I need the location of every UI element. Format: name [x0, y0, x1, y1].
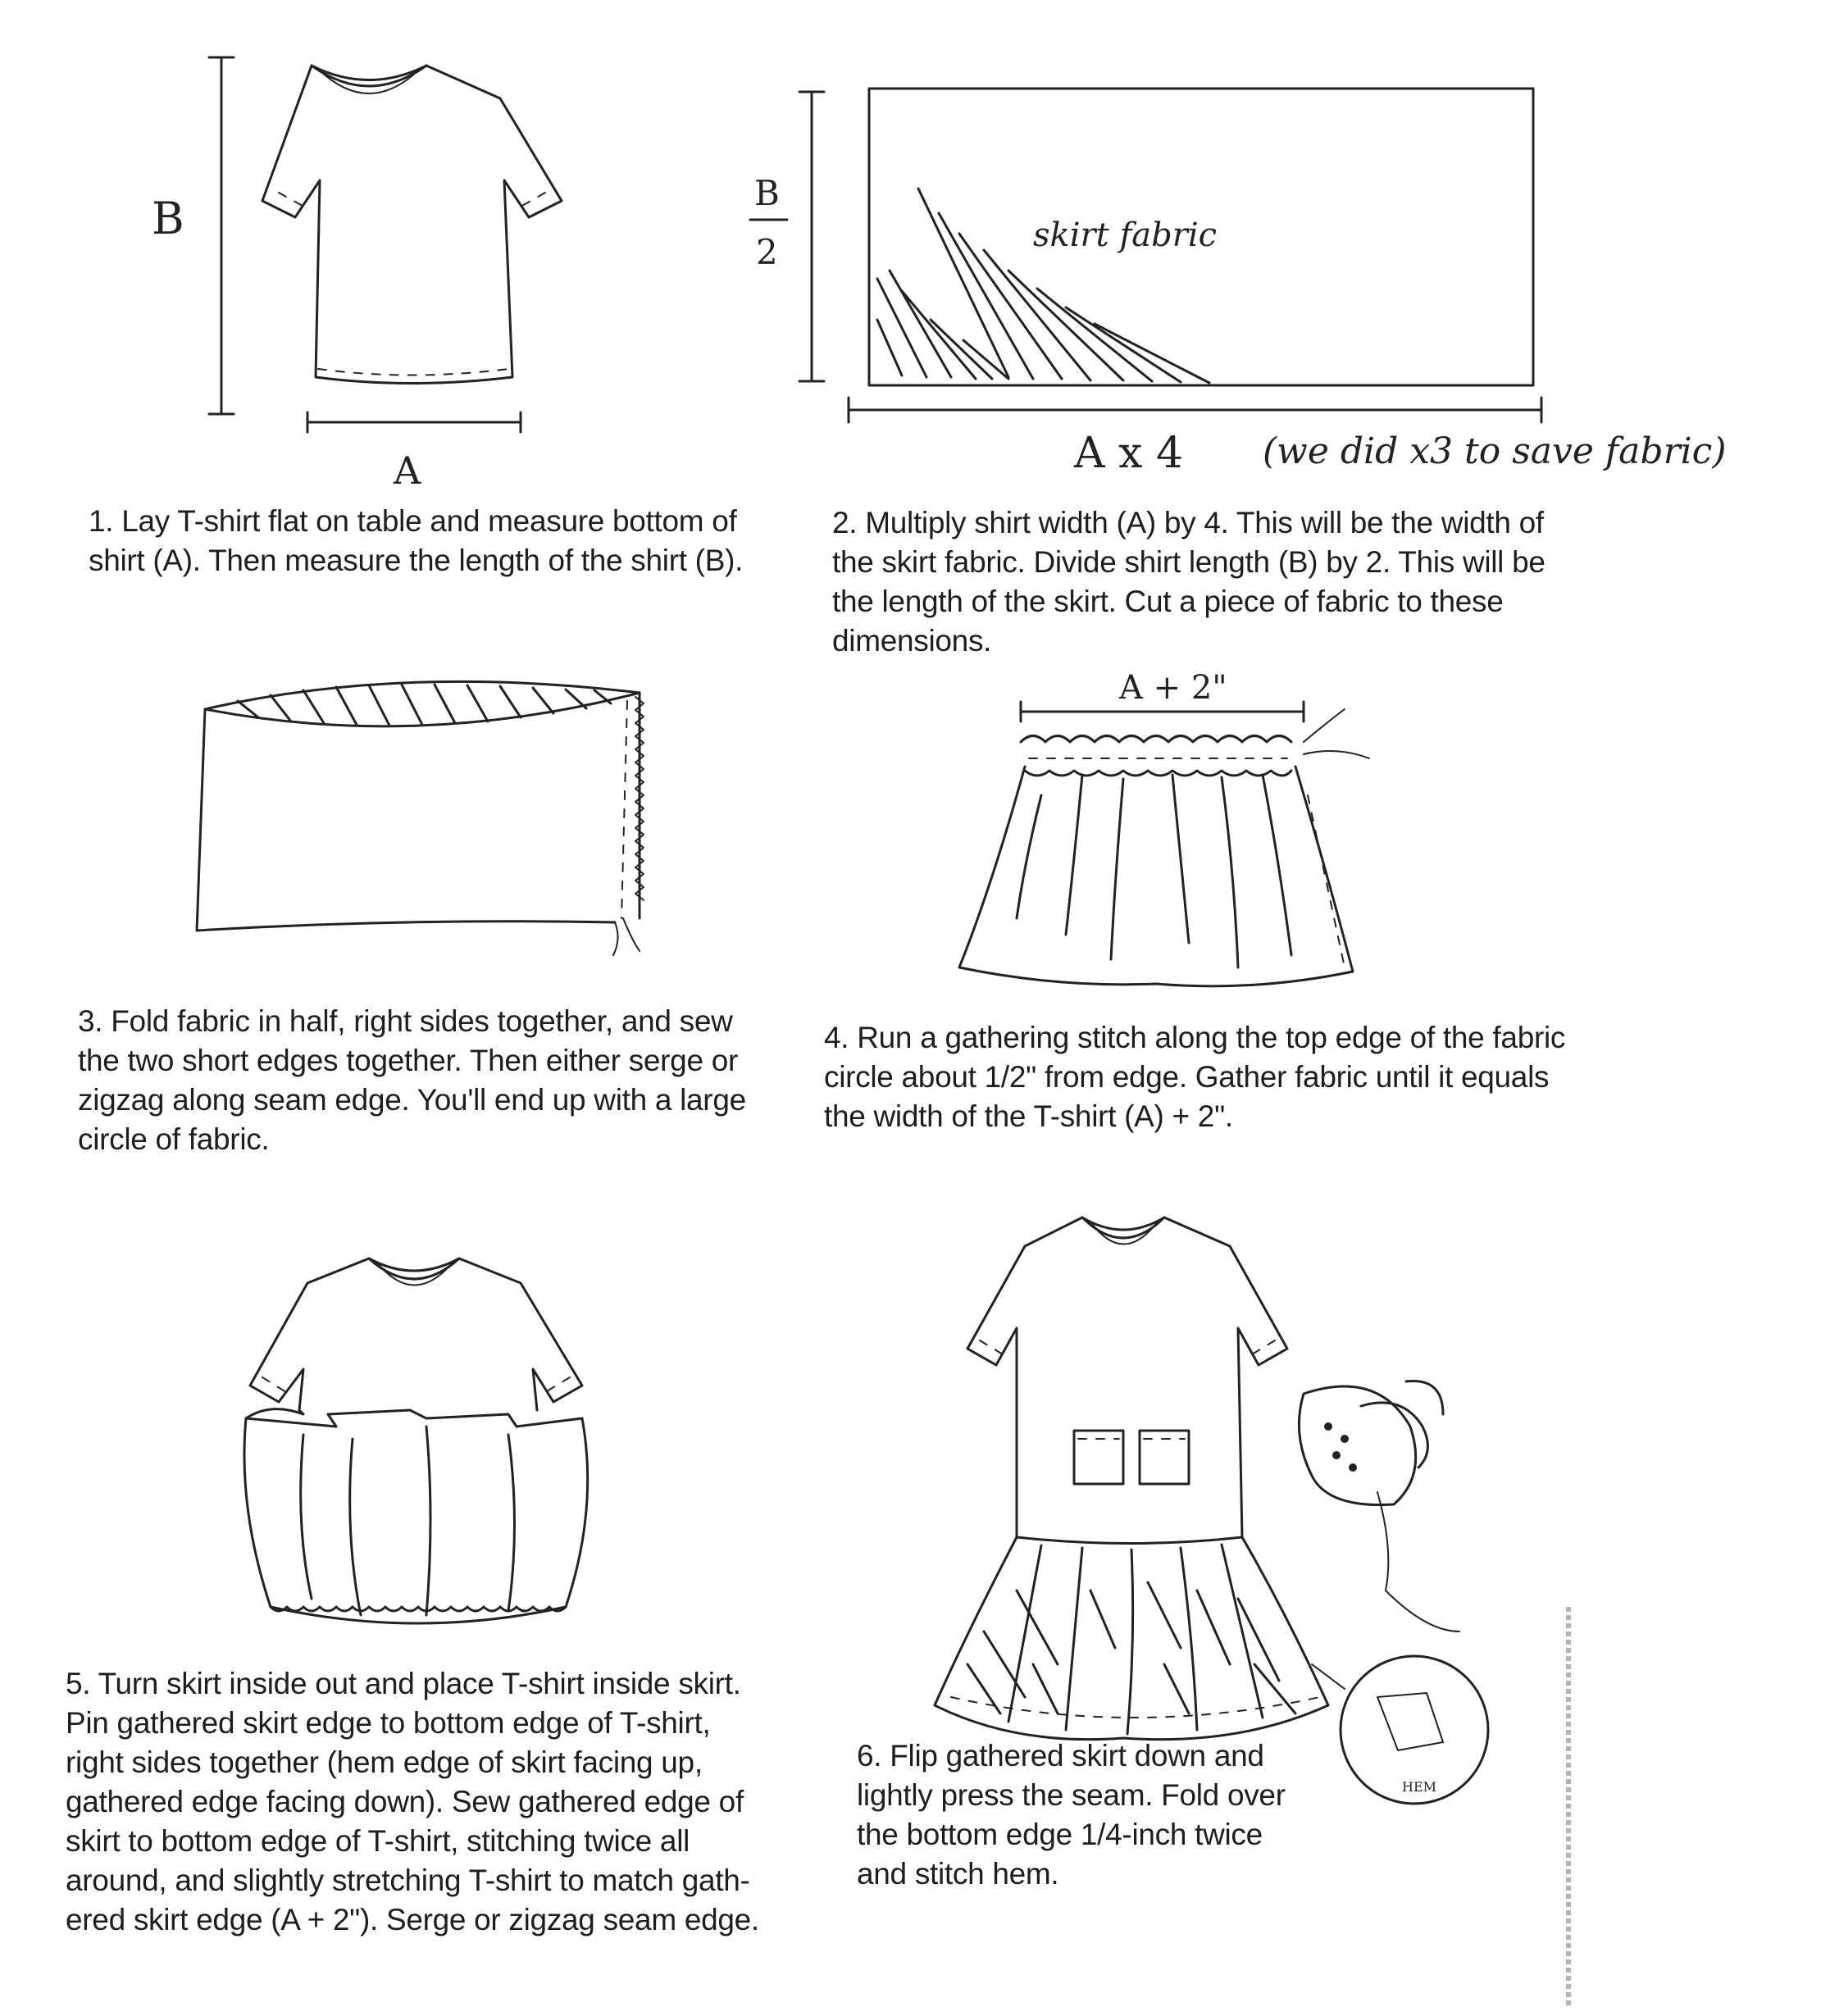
- step-6-caption: 6. Flip gathered skirt down and lightly press the seam. Fold over the bottom edge 1/4-inch twice and stitch hem.: [857, 1739, 1286, 1891]
- fig2-b-over-2-denominator: 2: [756, 232, 778, 272]
- step-1-caption: 1. Lay T-shirt flat on table and measure bottom of shirt (A). Then measure the length of the shirt (B).: [89, 504, 744, 577]
- fig6-hem-label: HEM: [1402, 1779, 1437, 1795]
- scan-edge-artifact: [1566, 1607, 1571, 2009]
- fig1-b-label: B: [152, 193, 184, 244]
- figure-2-fabric-rectangle: [738, 74, 1820, 508]
- fig2-width-label: A x 4: [1074, 429, 1184, 478]
- step-2-caption: 2. Multiply shirt width (A) by 4. This will be the width of the skirt fabric. Divide shirt length (B) by 2. This will be the length of the skirt. Cut a piece of fabric to these dimensions.: [832, 506, 1545, 658]
- figure-6-finished-dress: [918, 1205, 1525, 1828]
- fig2-skirt-fabric-label: skirt fabric: [1033, 216, 1218, 254]
- fig2-b-over-2-numerator: B: [754, 173, 780, 213]
- step-3-caption: 3. Fold fabric in half, right sides together, and sew the two short edges together. Then either serge or zigzag along seam edge. You'll end up with a large circle of fabric.: [78, 1004, 746, 1156]
- step-5-caption: 5. Turn skirt inside out and place T-shirt inside skirt. Pin gathered skirt edge to bottom edge of T-shirt, right sides together (hem edge of skirt facing up, gathered edge facing down). Sew gathered edge of skirt to bottom edge of T-shirt, stitching twice all around, and slightly stretching T-shirt to match gath- ered skirt edge (A + 2"). Serge or zigzag seam edge.: [66, 1667, 759, 1936]
- fig2-handwritten-note: (we did x3 to save fabric): [1263, 430, 1727, 472]
- figure-3-fabric-tube: [180, 672, 672, 976]
- figure-5-shirt-inside-skirt: [238, 1238, 607, 1648]
- figure-1-tshirt-measure: [123, 49, 582, 492]
- fig4-width-label: A + 2": [1119, 669, 1227, 707]
- step-4-caption: 4. Run a gathering stitch along the top edge of the fabric circle about 1/2" from edge. Gather fabric until it equals the width of the T-shirt (A) + 2".: [824, 1021, 1566, 1133]
- fig1-a-label: A: [394, 448, 421, 493]
- figure-4-gathered-skirt: [943, 669, 1402, 1017]
